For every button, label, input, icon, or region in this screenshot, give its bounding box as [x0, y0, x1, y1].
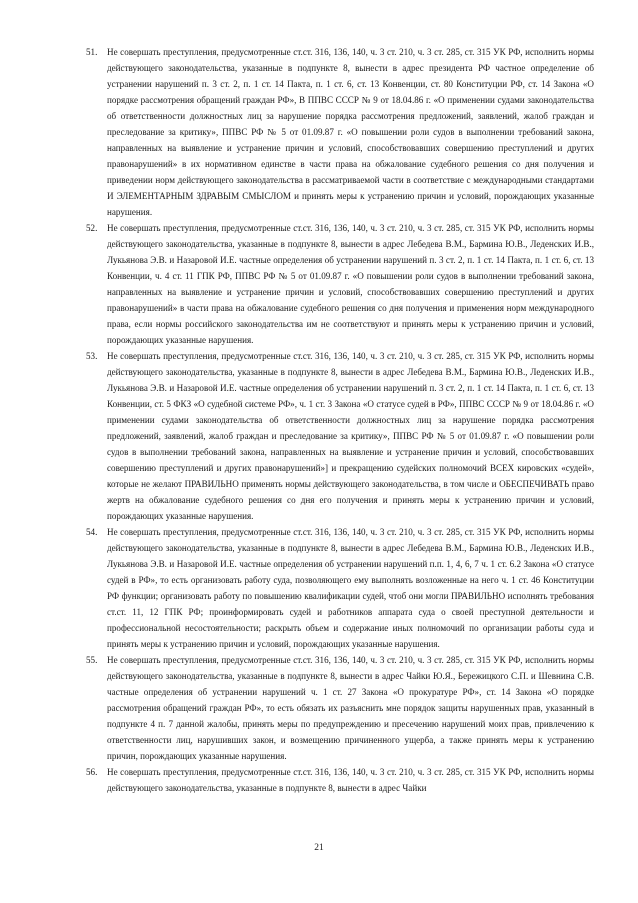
- list-item-52: [86, 220, 594, 348]
- page-number: 21: [314, 843, 324, 853]
- item-text: Не совершать преступления, предусмотренные ст.ст. 316, 136, 140, ч. 3 ст. 210, ч. 3 ст. 285, ст. 315 УК РФ, исполнить нормы действующего законодательства, указанные в подпункте 8, вынести в адрес Лебедева В.М., Бармина Ю.В., Леденских И.В., Лукьянова Э.В. и Назаровой И.Е. частные определения об устранении нарушений п. 3 ст. 2, п. 1 ст. 14 Пакта, п. 1 ст. 6, ст. 13 Конвенции, ст. 5 ФКЗ «О судебной системе РФ», ч. 1 ст. 3 Закона «О статусе судей в РФ», ППВС СССР № 9 от 18.04.86 г. «О применении судами законодательства об ответственности должностных лиц за нарушение порядка рассмотрения предложений, заявлений, жалоб граждан и преследование за критику», ППВС РФ № 5 от 01.09.87 г. «О повышении роли судов в выполнении требований закона, направленных на выявление и устранение причин и условий, способствовавших совершению преступлений и других правонарушений»] и прекращению судейских полномочий ВСЕХ кировских «судей», которые не желают ПРАВИЛЬНО применять нормы действующего законодательства, в том числе и ОБЕСПЕЧИВАТЬ право жертв на обжалование судебного решения со дня его получения и принять меры к устранению причин и условий, порождающих указанные нарушения.: [107, 351, 594, 521]
- item-number: 53.: [86, 351, 98, 361]
- item-number: 54.: [86, 527, 98, 537]
- list-item-51: [86, 44, 594, 220]
- item-number: 52.: [86, 223, 98, 233]
- list-item-56: [86, 764, 594, 796]
- item-text: Не совершать преступления, предусмотренные ст.ст. 316, 136, 140, ч. 3 ст. 210, ч. 3 ст. 285, ст. 315 УК РФ, исполнить нормы действующего законодательства, указанные в подпункте 8, вынести в адрес Чайки Ю.Я., Бережицкого С.П. и Шевнина С.В. частные определения об устранении нарушений ч. 1 ст. 27 Закона «О прокуратуре РФ», ст. 14 Закона «О порядке рассмотрения обращений граждан РФ», то есть обязать их разъяснить мне порядок защиты нарушенных прав, указанный в подпункте 4 п. 7 данной жалобы, принять меры по предупреждению и пресечению нарушений моих прав, привлечению к ответственности лиц, нарушивших закон, и возмещению причиненного ущерба, а также принять меры к устранению причин, порождающих указанные нарушения.: [107, 655, 594, 761]
- list-item-55: [86, 652, 594, 764]
- item-number: 55.: [86, 655, 98, 665]
- item-text: Не совершать преступления, предусмотренные ст.ст. 316, 136, 140, ч. 3 ст. 210, ч. 3 ст. 285, ст. 315 УК РФ, исполнить нормы действующего законодательства, указанные в подпункте 8, вынести в адрес Чайки: [107, 767, 594, 793]
- item-text: Не совершать преступления, предусмотренные ст.ст. 316, 136, 140, ч. 3 ст. 210, ч. 3 ст. 285, ст. 315 УК РФ, исполнить нормы действующего законодательства, указанные в подпункте 8, вынести в адрес президента РФ частное определение об устранении нарушений п. 3 ст. 2, п. 1 ст. 14 Пакта, п. 1 ст. 6, ст. 13 Конвенции, ст. 80 Конституции РФ, ст. 14 Закона «О порядке рассмотрения обращений граждан РФ», В ППВС СССР № 9 от 18.04.86 г. «О применении судами законодательства об ответственности должностных лиц за нарушение порядка рассмотрения предложений, заявлений, жалоб граждан и преследование за критику», ППВС РФ № 5 от 01.09.87 г. «О повышении роли судов в выполнении требований закона, направленных на выявление и устранение причин и условий, способствовавших совершению преступлений и других правонарушений» в их нормативном единстве в части права на обжалование судебного решения со дня получения и приведении норм действующего законодательства в рассматриваемой части в соответствие с международными стандартами И ЭЛЕМЕНТАРНЫМ ЗДРАВЫМ СМЫСЛОМ и принять меры к устранению причин и условий, порождающих указанные нарушения.: [107, 47, 594, 217]
- numbered-list: [86, 44, 594, 796]
- item-text: Не совершать преступления, предусмотренные ст.ст. 316, 136, 140, ч. 3 ст. 210, ч. 3 ст. 285, ст. 315 УК РФ, исполнить нормы действующего законодательства, указанные в подпункте 8, вынести в адрес Лебедева В.М., Бармина Ю.В., Леденских И.В., Лукьянова Э.В. и Назаровой И.Е. частные определения об устранении нарушений п. 3 ст. 2, п. 1 ст. 14 Пакта, п. 1 ст. 6, ст. 13 Конвенции, ч. 4 ст. 11 ГПК РФ, ППВС РФ № 5 от 01.09.87 г. «О повышении роли судов в выполнении требований закона, направленных на выявление и устранение причин и условий, способствовавших совершению преступлений и других правонарушений» в части права на обжалование судебного решения со дня получения и применения норм международного права, если нормы российского законодательства им не соответствуют и принять меры к устранению причин и условий, порождающих указанные нарушения.: [107, 223, 594, 345]
- list-item-54: [86, 524, 594, 652]
- item-text: Не совершать преступления, предусмотренные ст.ст. 316, 136, 140, ч. 3 ст. 210, ч. 3 ст. 285, ст. 315 УК РФ, исполнить нормы действующего законодательства, указанные в подпункте 8, вынести в адрес Лебедева В.М., Бармина Ю.В., Леденских И.В., Лукьянова Э.В. и Назаровой И.Е. частные определения об устранении нарушений п.п. 1, 4, 6, 7 ч. 1 ст. 6.2 Закона «О статусе судей в РФ», то есть организовать работу суда, позволяющего ему выполнять возложенные на него ч. 1 ст. 46 Конституции РФ функции; организовать работу по повышению квалификации судей, чтоб они могли ПРАВИЛЬНО исполнять требования ст.ст. 11, 12 ГПК РФ; проинформировать судей и работников аппарата суда о своей преступной деятельности и профессиональной несостоятельности; раскрыть объем и содержание иных полномочий по организации работы суда и принять меры к устранению причин и условий, порождающих указанные нарушения.: [107, 527, 594, 649]
- list-item-53: [86, 348, 594, 524]
- item-number: 51.: [86, 47, 98, 57]
- item-number: 56.: [86, 767, 98, 777]
